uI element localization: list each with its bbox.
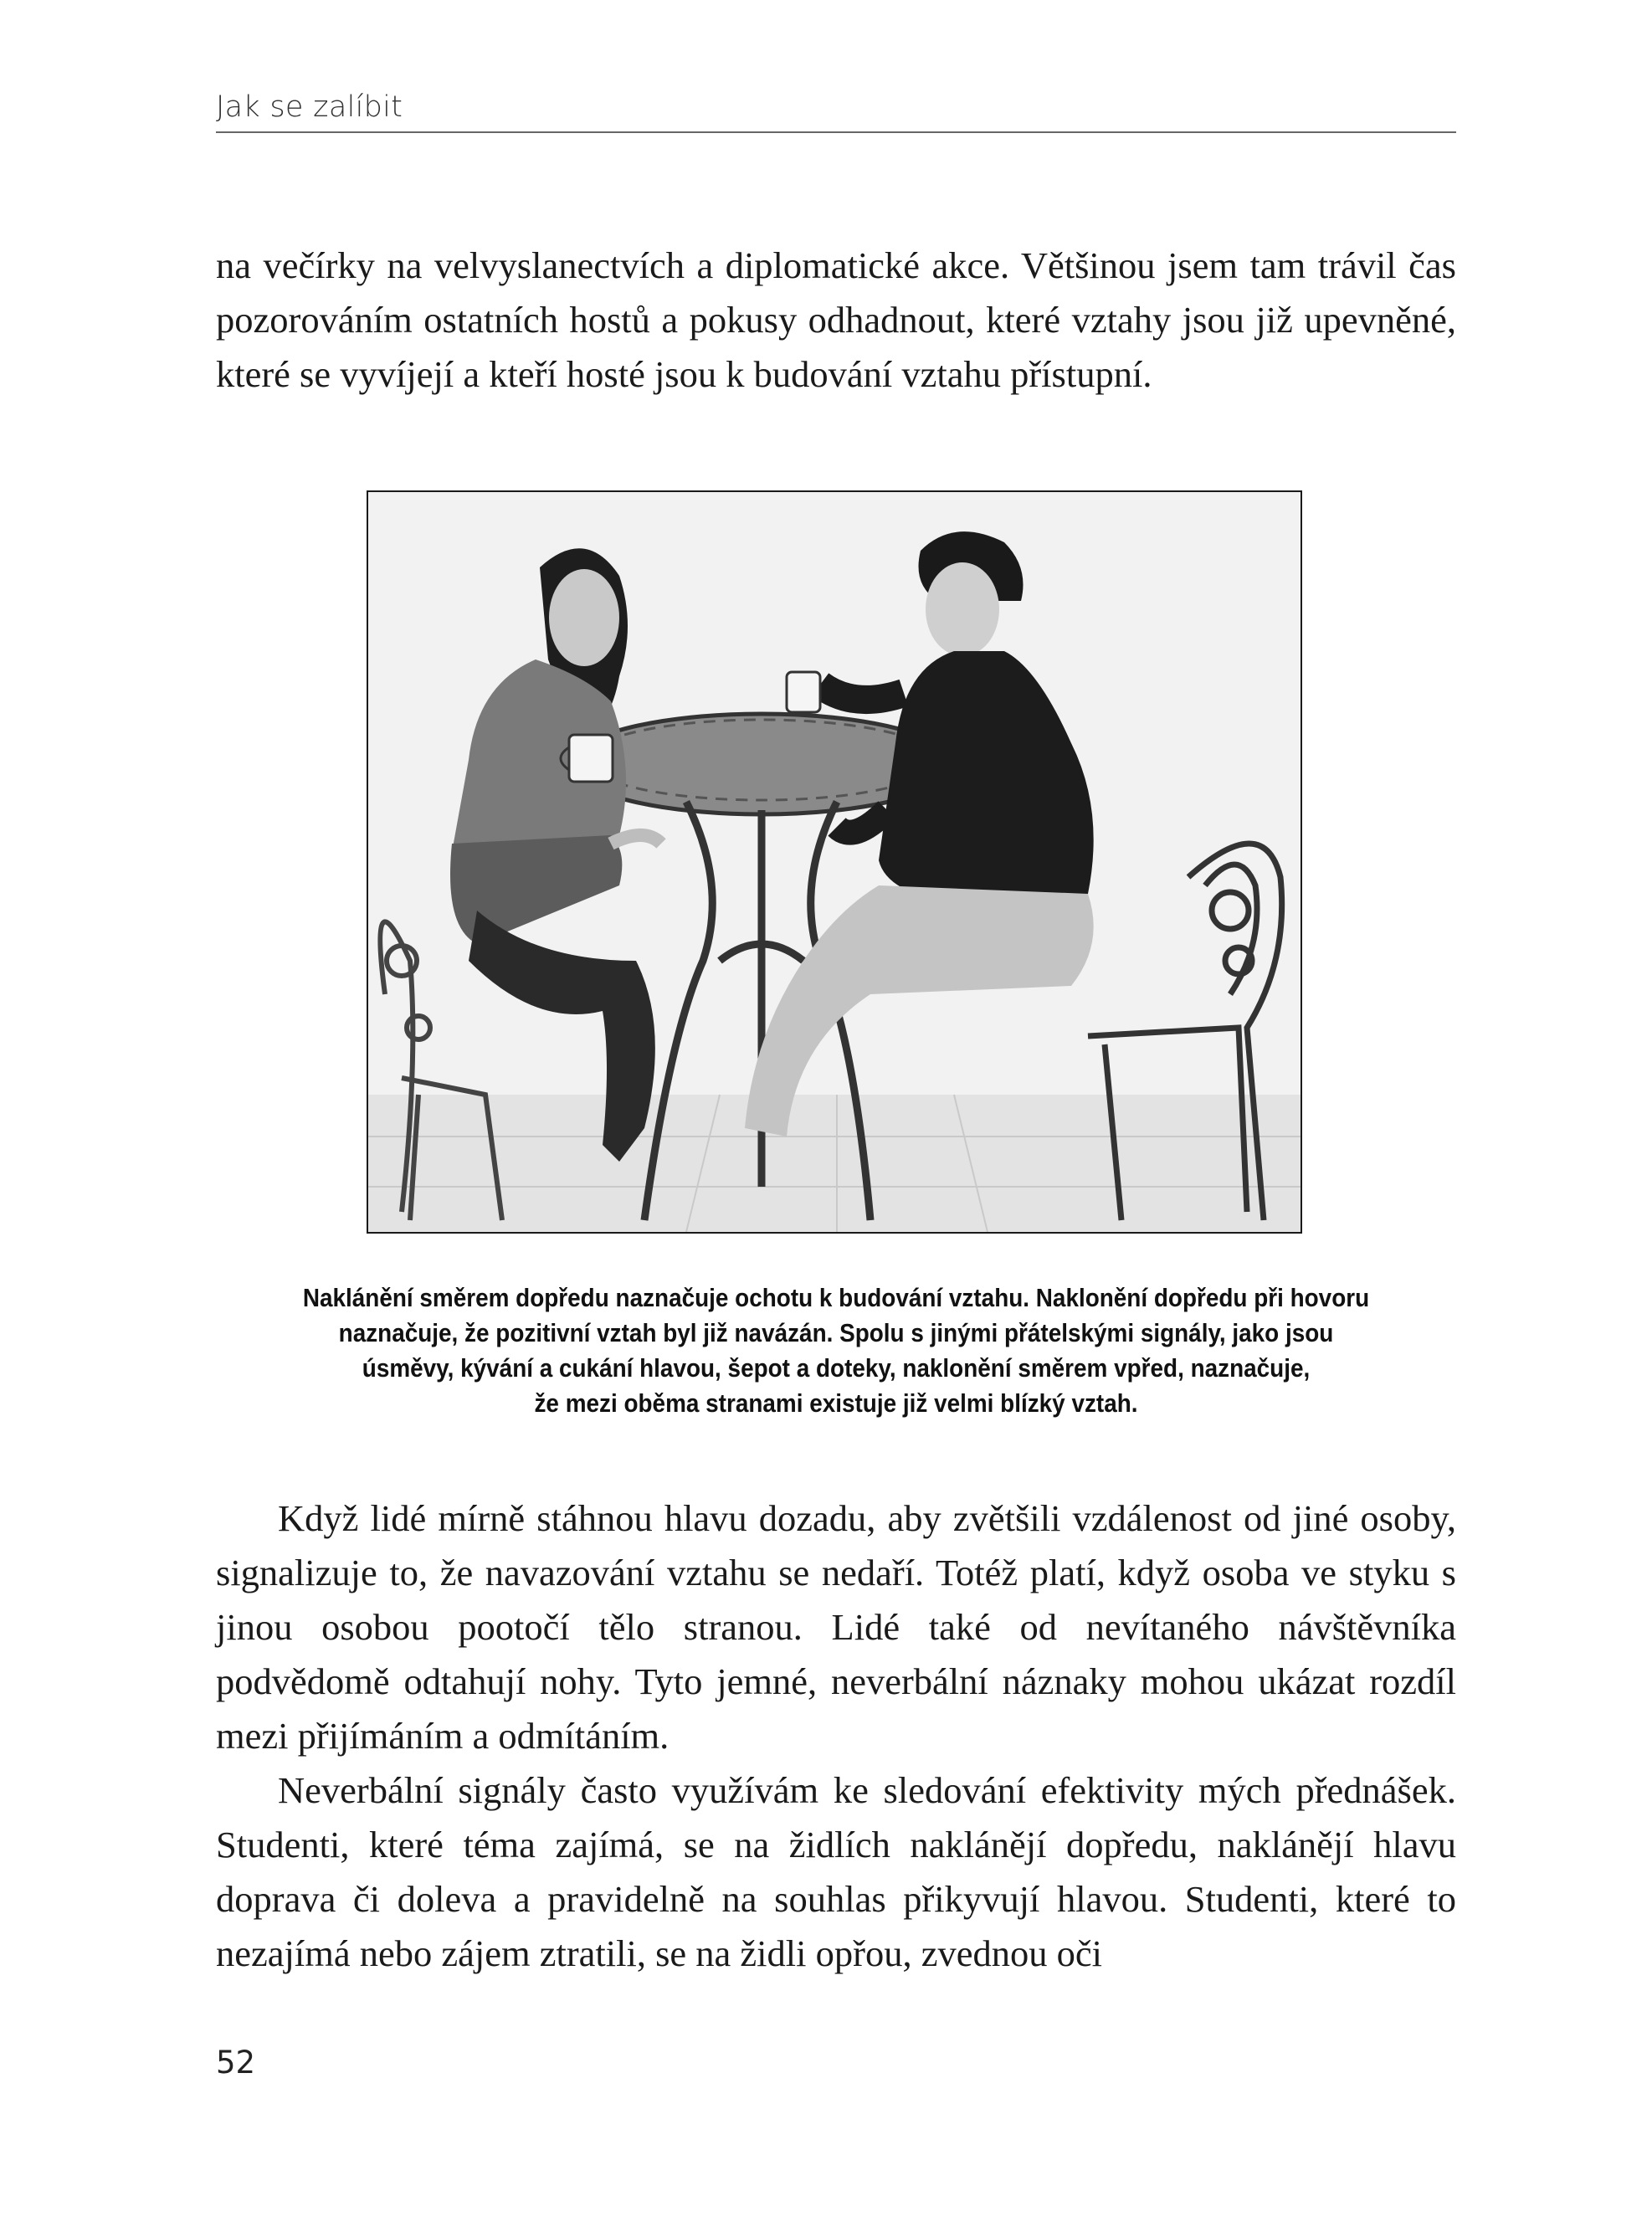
photo-couple-at-cafe-table [367, 490, 1302, 1234]
caption-line: Naklánění směrem dopředu naznačuje ochotu k budování vztahu. Naklonění dopředu při hovoru [302, 1283, 1370, 1312]
paragraph-1: na večírky na velvyslanectvích a diplomatické akce. Většinou jsem tam trávil čas pozorováním ostatních hostů a pokusy odhadnout, které vztahy jsou již upevněné, které se vyvíjejí a kteří hosté jsou k budování vztahu přístupní. [216, 244, 1456, 395]
paragraph-3: Neverbální signály často využívám ke sledování efektivity mých přednášek. Studenti, které téma zajímá, se na židlích naklánějí dopředu, naklánějí hlavu doprava či doleva a pravidelně na souhlas přikyvují hlavou. Studenti, které to nezajímá nebo zájem ztratili, se na židli opřou, zvednou oči [216, 1769, 1456, 1974]
running-head: Jak se zalíbit [216, 90, 403, 124]
page-number: 52 [216, 2045, 256, 2081]
header-rule [216, 131, 1456, 133]
paragraph-2: Když lidé mírně stáhnou hlavu dozadu, aby zvětšili vzdálenost od jiné osoby, signalizuje to, že navazování vztahu se nedaří. Totéž platí, když osoba ve styku s jinou osobou pootočí tělo stranou. Lidé také od nevítaného návštěvníka podvědomě odtahují nohy. Tyto jemné, neverbální náznaky mohou ukázat rozdíl mezi přijímáním a odmítáním. [216, 1497, 1456, 1757]
photo-caption [278, 1280, 1394, 1421]
caption-line: že mezi oběma stranami existuje již velmi blízký vztah. [534, 1388, 1138, 1418]
caption-line: úsměvy, kývání a cukání hlavou, šepot a doteky, naklonění směrem vpřed, naznačuje, [362, 1353, 1311, 1383]
caption-line: naznačuje, že pozitivní vztah byl již navázán. Spolu s jinými přátelskými signály, jako jsou [338, 1318, 1334, 1347]
